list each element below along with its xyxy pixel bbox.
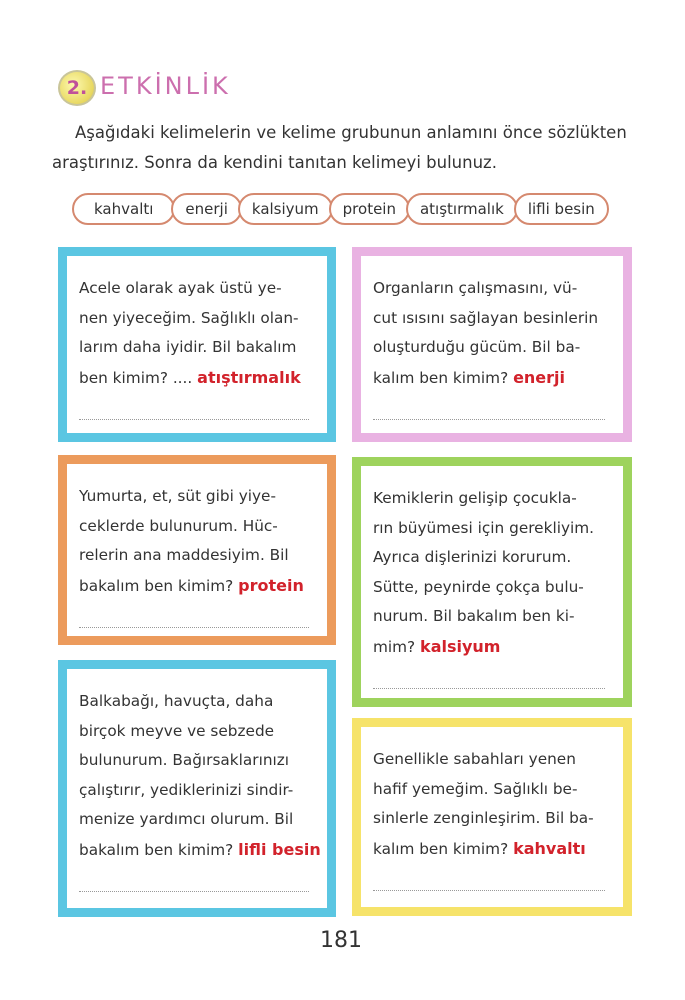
riddle-line <box>79 835 321 866</box>
riddle-text: Ayrıca dişlerinizi korurum. <box>373 548 572 566</box>
word-pill: lifli besin <box>514 193 609 225</box>
riddle-card <box>352 247 632 442</box>
riddle-line <box>79 512 313 542</box>
riddle-text: larım daha iyidir. Bil bakalım <box>79 338 297 356</box>
riddle-line <box>79 363 313 394</box>
riddle-line <box>79 304 313 334</box>
riddle-text: relerin ana maddesiyim. Bil <box>79 546 289 564</box>
riddle-text: bakalım ben kimim? <box>79 840 234 859</box>
riddle-line <box>373 363 609 394</box>
answer-line <box>79 601 309 628</box>
answer-text: protein <box>238 575 304 595</box>
riddle-text: oluşturduğu gücüm. Bil ba- <box>373 338 581 356</box>
answer-line <box>79 393 309 420</box>
word-pill: atıştırmalık <box>406 193 518 225</box>
riddle-text: Acele olarak ayak üstü ye- <box>79 279 282 297</box>
riddle-text: kalım ben kimim? <box>373 839 509 858</box>
answer-line <box>79 865 309 892</box>
riddle-text: menize yardımcı olurum. Bil <box>79 810 294 828</box>
activity-number-badge: 2. <box>58 70 96 106</box>
word-pill: protein <box>329 193 410 225</box>
riddle-card <box>58 660 336 917</box>
answer-text: atıştırmalık <box>197 367 301 387</box>
riddle-line <box>79 482 313 512</box>
answer-line <box>373 662 605 689</box>
riddle-text: nurum. Bil bakalım ben ki- <box>373 607 575 625</box>
answer-text: kalsiyum <box>420 636 501 656</box>
riddle-text: Sütte, peynirde çokça bulu- <box>373 577 584 596</box>
answer-text: enerji <box>513 367 566 387</box>
riddle-text: nen yiyeceğim. Sağlıklı olan- <box>79 308 299 327</box>
word-pill: kahvaltı <box>72 193 175 225</box>
instructions <box>52 118 635 178</box>
riddle-text: Genellikle sabahları yenen <box>373 750 576 768</box>
riddle-line <box>79 776 313 806</box>
riddle-line <box>79 541 313 571</box>
riddle-card <box>58 455 336 645</box>
riddle-text: bakalım ben kimim? <box>79 576 234 595</box>
answer-line <box>373 864 605 891</box>
riddle-card <box>352 457 632 707</box>
riddle-line <box>79 571 313 602</box>
riddle-line <box>373 632 609 663</box>
riddle-text: ben kimim? .... <box>79 368 193 387</box>
word-pill: kalsiyum <box>238 193 333 225</box>
riddle-text: Balkabağı, havuçta, daha <box>79 692 274 710</box>
instruction-line: Aşağıdaki kelimelerin ve kelime grubunun anlamını önce sözlükten <box>75 123 627 142</box>
riddle-line <box>373 804 609 834</box>
riddle-line <box>79 805 313 835</box>
answer-text: kahvaltı <box>513 838 586 858</box>
riddle-line <box>373 775 609 805</box>
word-bank <box>72 193 605 225</box>
riddle-line <box>373 514 609 544</box>
riddle-line <box>373 274 609 304</box>
riddle-line <box>373 745 609 775</box>
riddle-card <box>352 718 632 916</box>
word-pill: enerji <box>171 193 241 225</box>
riddle-text: rın büyümesi için gerekliyim. <box>373 518 595 537</box>
riddle-text: Organların çalışmasını, vü- <box>373 279 578 297</box>
instruction-line: araştırınız. Sonra da kendini tanıtan kelimeyi bulunuz. <box>52 153 497 172</box>
riddle-text: ceklerde bulunurum. Hüc- <box>79 516 278 535</box>
riddle-text: kalım ben kimim? <box>373 368 509 387</box>
riddle-line <box>373 484 609 514</box>
riddle-line <box>79 274 313 304</box>
riddle-line <box>79 746 313 776</box>
riddle-text: Yumurta, et, süt gibi yiye- <box>79 487 276 505</box>
riddle-line <box>79 687 313 717</box>
answer-text: lifli besin <box>238 839 321 859</box>
riddle-text: bulunurum. Bağırsaklarınızı <box>79 751 290 769</box>
riddle-text: çalıştırır, yediklerinizi sindir- <box>79 780 294 799</box>
riddle-line <box>373 333 609 363</box>
riddle-text: cut ısısını sağlayan besinlerin <box>373 308 599 327</box>
riddle-card <box>58 247 336 442</box>
riddle-line <box>373 602 609 632</box>
riddle-line <box>373 573 609 603</box>
riddle-line <box>79 333 313 363</box>
riddle-line <box>373 543 609 573</box>
riddle-text: Kemiklerin gelişip çocukla- <box>373 489 577 507</box>
riddle-line <box>373 304 609 334</box>
page-number: 181 <box>320 928 362 953</box>
riddle-line <box>373 834 609 865</box>
riddle-text: hafif yemeğim. Sağlıklı be- <box>373 779 578 798</box>
riddle-text: sinlerle zenginleşirim. Bil ba- <box>373 809 594 827</box>
answer-line <box>373 393 605 420</box>
activity-title: ETKİNLİK <box>100 72 231 100</box>
riddle-text: birçok meyve ve sebzede <box>79 721 275 740</box>
riddle-text: mim? <box>373 637 416 656</box>
riddle-line <box>79 717 313 747</box>
